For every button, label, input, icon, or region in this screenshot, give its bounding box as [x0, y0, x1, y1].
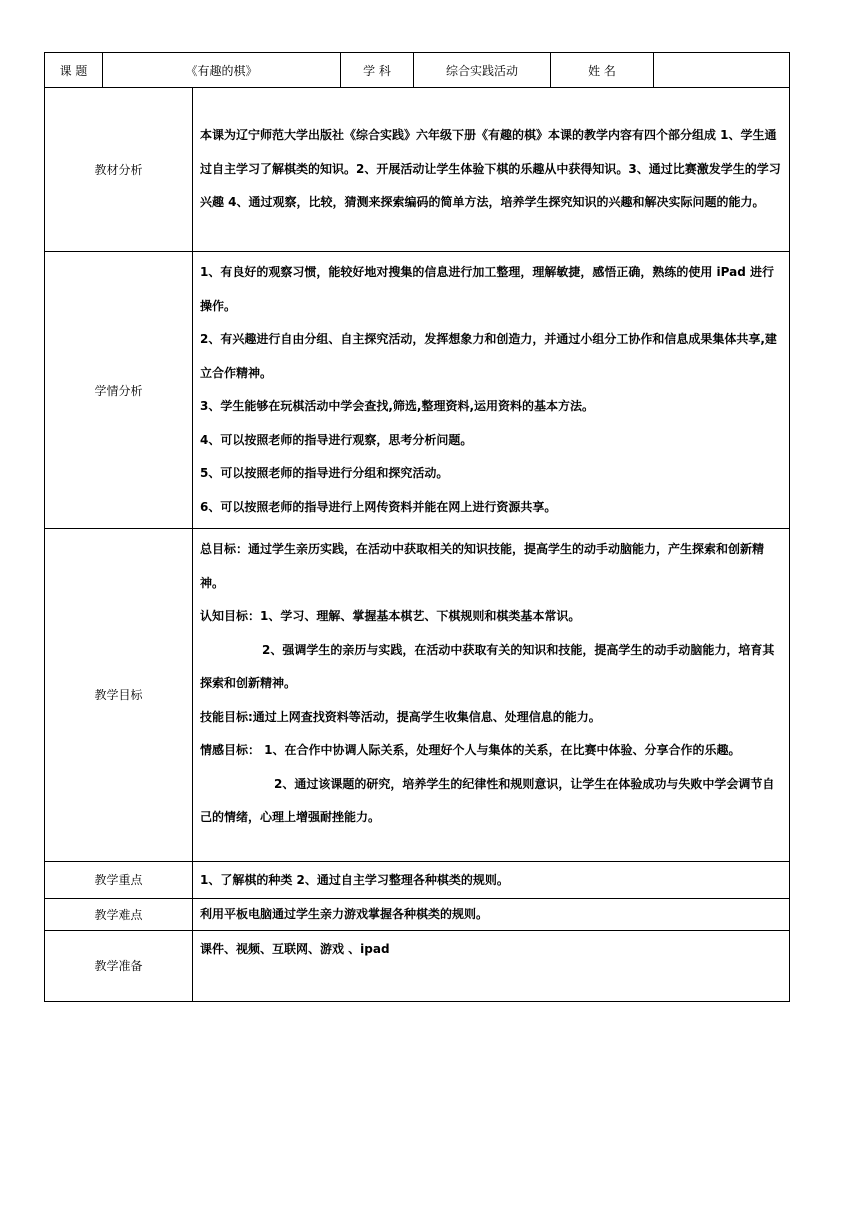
- key-points-text: 1、了解棋的种类 2、通过自主学习整理各种棋类的规则。: [193, 861, 790, 898]
- difficulties-row: [45, 898, 790, 930]
- teaching-objectives-label: 教学目标: [45, 529, 193, 862]
- topic-value: 《有趣的棋》: [103, 53, 341, 88]
- teaching-objectives-content: [193, 529, 790, 862]
- teaching-objectives-row: [45, 529, 790, 862]
- name-label: 姓 名: [551, 53, 654, 88]
- student-analysis-item: 6、可以按照老师的指导进行上网传资料并能在网上进行资源共享。: [200, 499, 557, 514]
- textbook-analysis-row: [45, 88, 790, 252]
- preparation-text: 课件、视频、互联网、游戏 、ipad: [193, 930, 790, 1001]
- topic-label: 课 题: [45, 53, 103, 88]
- student-analysis-content: [193, 252, 790, 529]
- cognitive-objective-2: 2、强调学生的亲历与实践，在活动中获取有关的知识和技能，提高学生的动手动脑能力，培育其探索和创新精神。: [200, 642, 775, 690]
- emotion-objective-2: 2、通过该课题的研究，培养学生的纪律性和规则意识，让学生在体验成功与失败中学会调节自己的情绪，心理上增强耐挫能力。: [200, 776, 775, 824]
- student-analysis-item: 4、可以按照老师的指导进行观察，思考分析问题。: [200, 432, 473, 447]
- student-analysis-item: 1、有良好的观察习惯，能较好地对搜集的信息进行加工整理，理解敏捷，感悟正确，熟练的使用 iPad 进行操作。: [200, 265, 774, 313]
- textbook-analysis-label: 教材分析: [45, 88, 193, 252]
- student-analysis-label: 学情分析: [45, 252, 193, 529]
- student-analysis-row: [45, 252, 790, 529]
- lesson-plan-table: [44, 52, 790, 1002]
- key-points-row: [45, 861, 790, 898]
- name-value: [654, 53, 790, 88]
- overall-objective: 总目标：通过学生亲历实践，在活动中获取相关的知识技能，提高学生的动手动脑能力，产生探索和创新精神。: [200, 542, 765, 590]
- difficulties-text: 利用平板电脑通过学生亲力游戏掌握各种棋类的规则。: [193, 898, 790, 930]
- student-analysis-item: 2、有兴趣进行自由分组、自主探究活动，发挥想象力和创造力，并通过小组分工协作和信息成果集体共享,建立合作精神。: [200, 332, 777, 380]
- skill-objective: 技能目标:通过上网查找资料等活动，提高学生收集信息、处理信息的能力。: [200, 709, 601, 724]
- student-analysis-item: 3、学生能够在玩棋活动中学会查找,筛选,整理资料,运用资料的基本方法。: [200, 399, 595, 413]
- emotion-objective-1: 情感目标： 1、在合作中协调人际关系，处理好个人与集体的关系，在比赛中体验、分享合作的乐趣。: [200, 743, 741, 757]
- key-points-label: 教学重点: [45, 861, 193, 898]
- difficulties-label: 教学难点: [45, 898, 193, 930]
- textbook-analysis-text: 本课为辽宁师范大学出版社《综合实践》六年级下册《有趣的棋》本课的教学内容有四个部分组成 1、学生通过自主学习了解棋类的知识。2、开展活动让学生体验下棋的乐趣从中获得知识。3、通过比赛激发学生的学习兴趣 4、通过观察，比较，猜测来探索编码的简单方法，培养学生探究知识的兴趣和解决实际问题的能力。: [193, 88, 790, 252]
- preparation-label: 教学准备: [45, 930, 193, 1001]
- blank-space: [200, 835, 783, 857]
- subject-value: 综合实践活动: [414, 53, 551, 88]
- header-row: [45, 53, 790, 88]
- preparation-row: [45, 930, 790, 1001]
- student-analysis-item: 5、可以按照老师的指导进行分组和探究活动。: [200, 466, 449, 480]
- cognitive-objective-1: 认知目标：1、学习、理解、掌握基本棋艺、下棋规则和棋类基本常识。: [200, 609, 581, 623]
- subject-label: 学 科: [341, 53, 414, 88]
